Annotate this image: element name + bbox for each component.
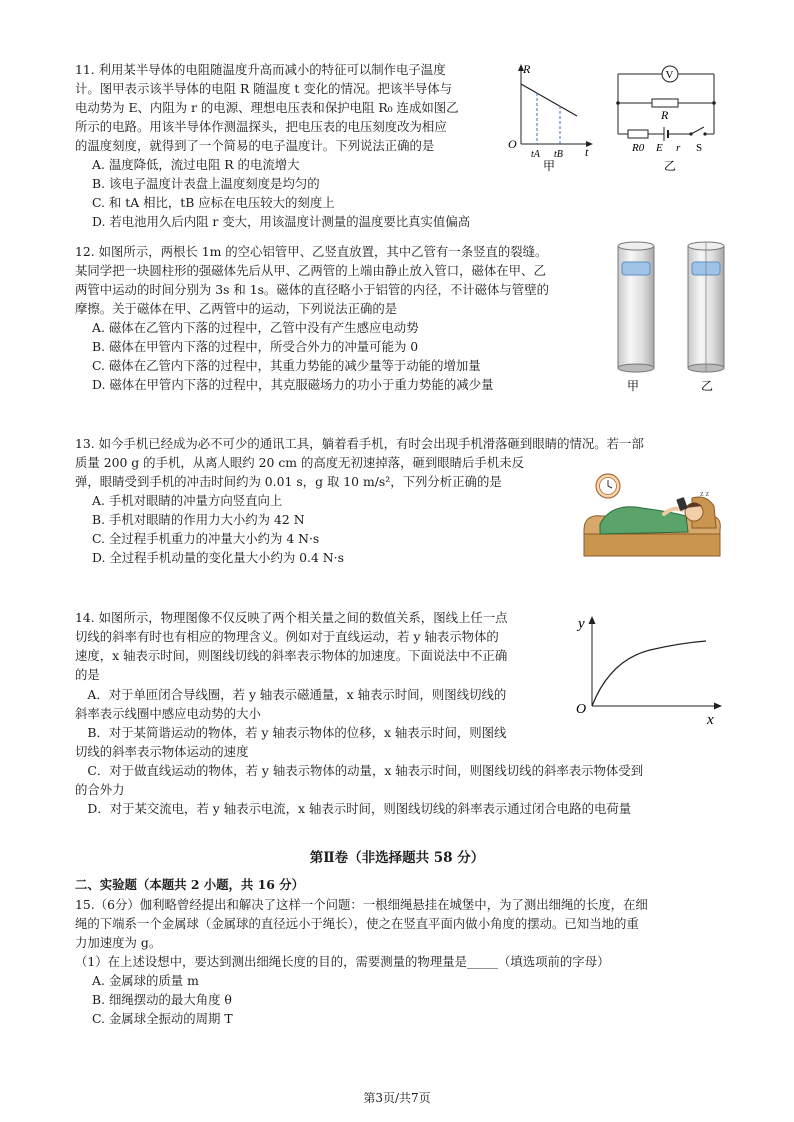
q15-line-4: （1）在上述设想中，要达到测出细绳长度的目的，需要测量的物理量是_____（填选项前的字母） [75, 954, 610, 969]
q12-tube-jia [618, 242, 654, 372]
q14-line-1: 14. 如图所示，物理图像不仅反映了两个相关量之间的数值关系，图线上任一点 [75, 610, 508, 625]
svg-text:z z: z z [700, 489, 710, 498]
q12-caption-yi: 乙 [701, 379, 714, 393]
q13-figure-sofa [582, 468, 722, 558]
q15-option-b: B. 细绳摆动的最大角度 θ [92, 992, 232, 1007]
q11-option-d: D. 若电池用久后内阻 r 变大，用该温度计测量的温度要比真实值偏高 [92, 214, 471, 229]
q13-line-3: 弹，眼睛受到手机的冲击时间约为 0.01 s，g 取 10 m/s²，下列分析正确的是 [75, 474, 502, 489]
q13-line-1: 13. 如今手机已经成为必不可少的通讯工具，躺着看手机，有时会出现手机滑落砸到眼睛的情况。若一部 [75, 436, 644, 451]
q11-option-b: B. 该电子温度计表盘上温度刻度是均匀的 [92, 176, 320, 191]
q12-tube-yi [688, 242, 724, 372]
q14-option-d: D．对于某交流电，若 y 轴表示电流，x 轴表示时间，则图线切线的斜率表示通过闭合电路的电荷量 [75, 801, 632, 816]
q15-option-c: C. 金属球全振动的周期 T [92, 1011, 233, 1026]
q13-option-a: A. 手机对眼睛的冲量方向竖直向上 [92, 493, 283, 508]
q12-option-d: D. 磁体在甲管内下落的过程中，其克服磁场力的功小于重力势能的减少量 [92, 377, 494, 392]
q12-line-1: 12. 如图所示，两根长 1m 的空心铝管甲、乙竖直放置，其中乙管有一条竖直的裂缝。 [75, 244, 548, 259]
q11-line-3: 电动势为 E、内阻为 r 的电源、理想电压表和保护电阻 R₀ 连成如图乙 [75, 100, 459, 115]
q14-figure-graph [570, 610, 730, 728]
q12-line-3: 两管中运动的时间分别为 3s 和 1s。磁体的直径略小于铝管的内径，不计磁体与管壁的 [75, 282, 549, 297]
q13-option-d: D. 全过程手机动量的变化量大小约为 0.4 N·s [92, 550, 344, 565]
q14-graph-y-label: y [578, 616, 585, 632]
q12-caption-jia: 甲 [627, 379, 640, 393]
q11-internal-r-label: r [676, 142, 681, 154]
q15-line-3: 力加速度为 g。 [75, 935, 162, 950]
q11-option-c: C. 和 tA 相比，tB 应标在电压较大的刻度上 [92, 195, 335, 210]
section-heading: 二、实验题（本题共 2 小题，共 16 分） [75, 877, 304, 892]
q15-line-2: 绳的下端系一个金属球（金属球的直径远小于绳长），使之在竖直平面内做小角度的摆动。已知当地的重 [75, 916, 639, 931]
q14-line-3: 速度，x 轴表示时间，则图线切线的斜率表示物体的加速度。下面说法中不正确 [75, 648, 508, 663]
q14-option-a-1: A．对于单匝闭合导线圈，若 y 轴表示磁通量，x 轴表示时间，则图线切线的 [75, 687, 507, 702]
q14-option-b-1: B．对于某简谐运动的物体，若 y 轴表示物体的位移，x 轴表示时间，则图线 [75, 725, 507, 740]
q11-switch-label: S [696, 142, 703, 154]
q13-line-2: 质量 200 g 的手机，从离人眼约 20 cm 的高度无初速掉落，砸到眼睛后手机未反 [75, 455, 524, 470]
q11-voltmeter-label: V [665, 69, 674, 81]
page-footer: 第3页/共7页 [363, 1091, 431, 1105]
q11-caption-jia: 甲 [543, 159, 556, 173]
q11-graph-t-label: t [585, 145, 589, 159]
q13-option-c: C. 全过程手机重力的冲量大小约为 4 N·s [92, 531, 320, 546]
q12-figure-tubes [610, 238, 740, 398]
q11-figure-yi [606, 56, 724, 174]
q12-option-a: A. 磁体在乙管内下落的过程中，乙管中没有产生感应电动势 [92, 320, 419, 335]
q11-resistor-r-label: R [661, 108, 669, 122]
q11-option-a: A. 温度降低，流过电阻 R 的电流增大 [92, 157, 300, 172]
q11-line-2: 计。图甲表示该半导体的电阻 R 随温度 t 变化的情况。把该半导体与 [75, 81, 453, 96]
q11-emf-label: E [656, 142, 663, 154]
q12-option-c: C. 磁体在乙管内下落的过程中，其重力势能的减少量等于动能的增加量 [92, 358, 481, 373]
q12-line-4: 摩擦。关于磁体在甲、乙两管中的运动，下列说法正确的是 [75, 301, 398, 316]
q14-graph-x-label: x [707, 712, 714, 728]
q11-line-4: 所示的电路。用该半导体作测温探头，把电压表的电压刻度改为相应 [75, 119, 447, 134]
part2-title: 第Ⅱ卷（非选择题共 58 分） [309, 850, 485, 866]
q14-option-c-2: 的合外力 [75, 782, 125, 797]
q11-caption-yi: 乙 [664, 159, 677, 173]
q11-graph-ta: tA [531, 149, 540, 160]
q15-option-a: A. 金属球的质量 m [92, 973, 199, 988]
q11-line-5: 的温度刻度，就得到了一个简易的电子温度计。下列说法正确的是 [75, 138, 435, 153]
q14-graph-origin: O [576, 702, 587, 717]
q11-figure-jia [503, 56, 595, 174]
q12-line-2: 某同学把一块圆柱形的强磁体先后从甲、乙两管的上端由静止放入管口，磁体在甲、乙 [75, 263, 546, 278]
q11-graph-tb: tB [554, 149, 563, 160]
q14-line-4: 的是 [75, 667, 100, 682]
q14-option-b-2: 切线的斜率表示物体运动的速度 [75, 744, 249, 759]
q11-line-1: 11. 利用某半导体的电阻随温度升高而减小的特征可以制作电子温度 [75, 62, 446, 77]
q14-option-c-1: C．对于做直线运动的物体，若 y 轴表示物体的动量，x 轴表示时间，则图线切线的斜率表示物体受到 [75, 763, 644, 778]
q13-option-b: B. 手机对眼睛的作用力大小约为 42 N [92, 512, 305, 527]
q12-option-b: B. 磁体在甲管内下落的过程中，所受合外力的冲量可能为 0 [92, 339, 419, 354]
q15-line-1: 15.（6分）伽利略曾经提出和解决了这样一个问题：一根细绳悬挂在城堡中，为了测出细绳的长度，在细 [75, 897, 648, 912]
q14-line-2: 切线的斜率有时也有相应的物理含义。例如对于直线运动，若 y 轴表示物体的 [75, 629, 499, 644]
q11-graph-origin: O [508, 137, 517, 151]
q11-graph-r-label: R [523, 62, 531, 76]
alarm-clock-icon [596, 474, 620, 498]
q11-r0-label: R0 [632, 142, 645, 154]
q14-option-a-2: 斜率表示线圈中感应电动势的大小 [75, 706, 261, 721]
